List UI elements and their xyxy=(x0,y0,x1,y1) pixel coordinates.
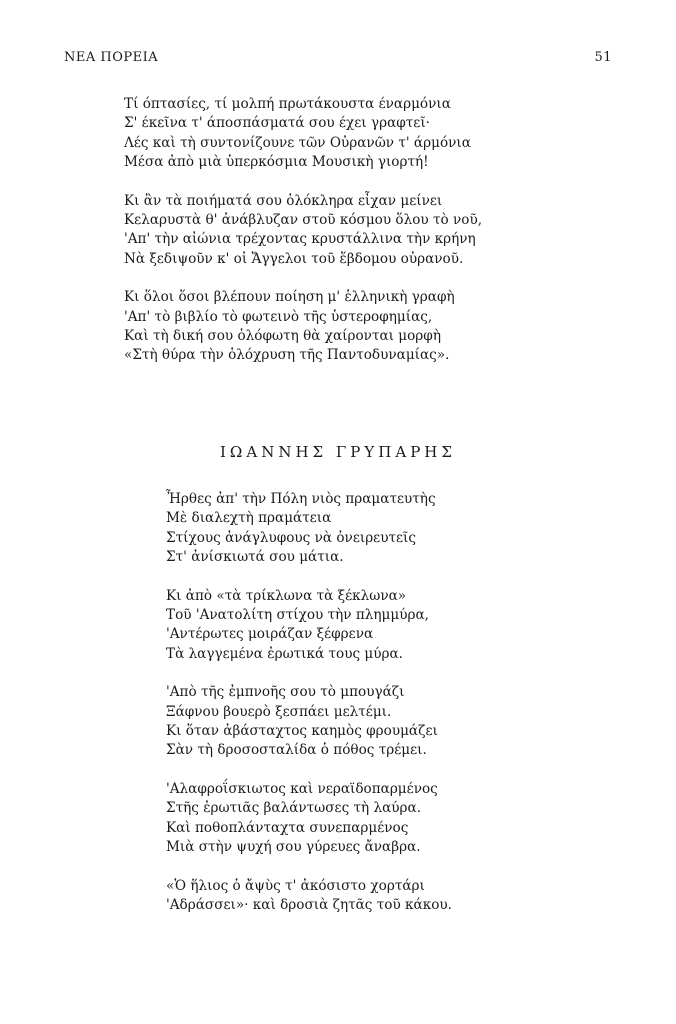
poem-one-stanza-1 xyxy=(124,95,676,173)
verse-line: Στ' ἀνίσκιωτά σου μάτια. xyxy=(166,549,344,566)
verse-line: Μέσα ἀπὸ μιὰ ὑπερκόσμια Μουσικὴ γιορτή! xyxy=(124,154,429,171)
verse-line: Κι ἀπὸ «τὰ τρίκλωνα τὰ ξέκλωνα» xyxy=(166,587,407,604)
poem-one xyxy=(0,95,676,385)
poem-two-stanza-3 xyxy=(166,683,676,761)
poem-two-stanza-2 xyxy=(166,587,676,665)
verse-line: 'Απὸ τῆς ἐμπνοῆς σου τὸ μπουγάζι xyxy=(166,684,405,701)
verse-line: Μιὰ στὴν ψυχή σου γύρευες ἄναβρα. xyxy=(166,839,421,856)
verse-line: Τὰ λαγγεμένα ἐρωτικά τους μύρα. xyxy=(166,645,404,662)
verse-line: Τί όπτασίες, τί μολπή πρωτάκουστα έναρμόνια xyxy=(124,96,451,112)
verse-line: Νὰ ξεδιψοῦν κ' οἱ Ἄγγελοι τοῦ ἕβδομου οὐρανοῦ. xyxy=(124,250,464,267)
verse-line: Κι ὅταν ἀβάσταχτος καημὸς φρουμάζει xyxy=(166,723,438,740)
poem-one-stanza-3 xyxy=(124,288,676,366)
verse-line: Τοῦ 'Ανατολίτη στίχου τὴν πλημμύρα, xyxy=(166,607,429,624)
verse-line: Καὶ τὴ δική σου ὁλόφωτη θὰ χαίρονται μορφὴ xyxy=(124,328,441,345)
verse-line: 'Αλαφροΐσκιωτος καὶ νεραϊδοπαρμένος xyxy=(166,780,438,797)
verse-line: 'Αδράσσει»· καὶ δροσιὰ ζητᾶς τοῦ κάκου. xyxy=(166,896,452,913)
verse-line: Κι ὅλοι ὅσοι βλέπουν ποίηση μ' ἑλληνικὴ γραφὴ xyxy=(124,289,455,306)
verse-line: Σὰν τὴ δροσοσταλίδα ὁ πόθος τρέμει. xyxy=(166,742,427,759)
verse-line: Ξάφνου βουερὸ ξεσπάει μελτέμι. xyxy=(166,703,392,720)
verse-line: Μὲ διαλεχτὴ πραμάτεια xyxy=(166,510,332,527)
verse-line: Κελαρυστὰ θ' ἀνάβλυζαν στοῦ κόσμου ὅλου τὸ νοῦ, xyxy=(124,212,483,229)
poem-two-stanza-1 xyxy=(166,490,676,568)
verse-line: Σ' έκεῖνα τ' άποσπάσματά σου έχει γραφτεῖ· xyxy=(124,115,430,132)
verse-line: Λές καὶ τὴ συντονίζουνε τῶν Οὐρανῶν τ' άρμόνια xyxy=(124,134,471,151)
verse-line: Στῆς ἐρωτιᾶς βαλάντωσες τὴ λαύρα. xyxy=(166,800,422,817)
verse-line: «Ὁ ἥλιος ὁ ἄψὺς τ' ἀκόσιστο χορτάρι xyxy=(166,877,425,894)
verse-line: 'Αντέρωτες μοιράζαν ξέφρενα xyxy=(166,626,374,643)
poem-two xyxy=(0,490,676,934)
journal-title: ΝΕΑ ΠΟΡΕΙΑ xyxy=(64,50,159,65)
verse-line: 'Απ' τὸ βιβλίο τὸ φωτεινὸ τῆς ὑστεροφημίας, xyxy=(124,308,433,325)
running-head xyxy=(64,50,612,70)
verse-line: Κι ἂν τὰ ποιήματά σου ὁλόκληρα εἶχαν μείνει xyxy=(124,192,443,209)
verse-line: «Στὴ θύρα τὴν ὁλόχρυση τῆς Παντοδυναμίας». xyxy=(124,347,450,364)
verse-line: Ἦρθες ἀπ' τὴν Πόλη νιὸς πραματευτὴς xyxy=(166,491,436,507)
poem-one-stanza-2 xyxy=(124,192,676,270)
verse-line: Καὶ ποθοπλάνταχτα συνεπαρμένος xyxy=(166,819,409,836)
verse-line: 'Απ' τὴν αἰώνια τρέχοντας κρυστάλλινα τὴν κρήνη xyxy=(124,231,476,248)
section-heading: ΙΩΑΝΝΗΣ ΓΡΥΠΑΡΗΣ xyxy=(220,443,456,461)
page-number: 51 xyxy=(594,50,612,65)
poem-two-stanza-5 xyxy=(166,877,676,916)
poem-two-stanza-4 xyxy=(166,780,676,858)
verse-line: Στίχους ἀνάγλυφους νὰ ὀνειρευτεῖς xyxy=(166,529,416,546)
